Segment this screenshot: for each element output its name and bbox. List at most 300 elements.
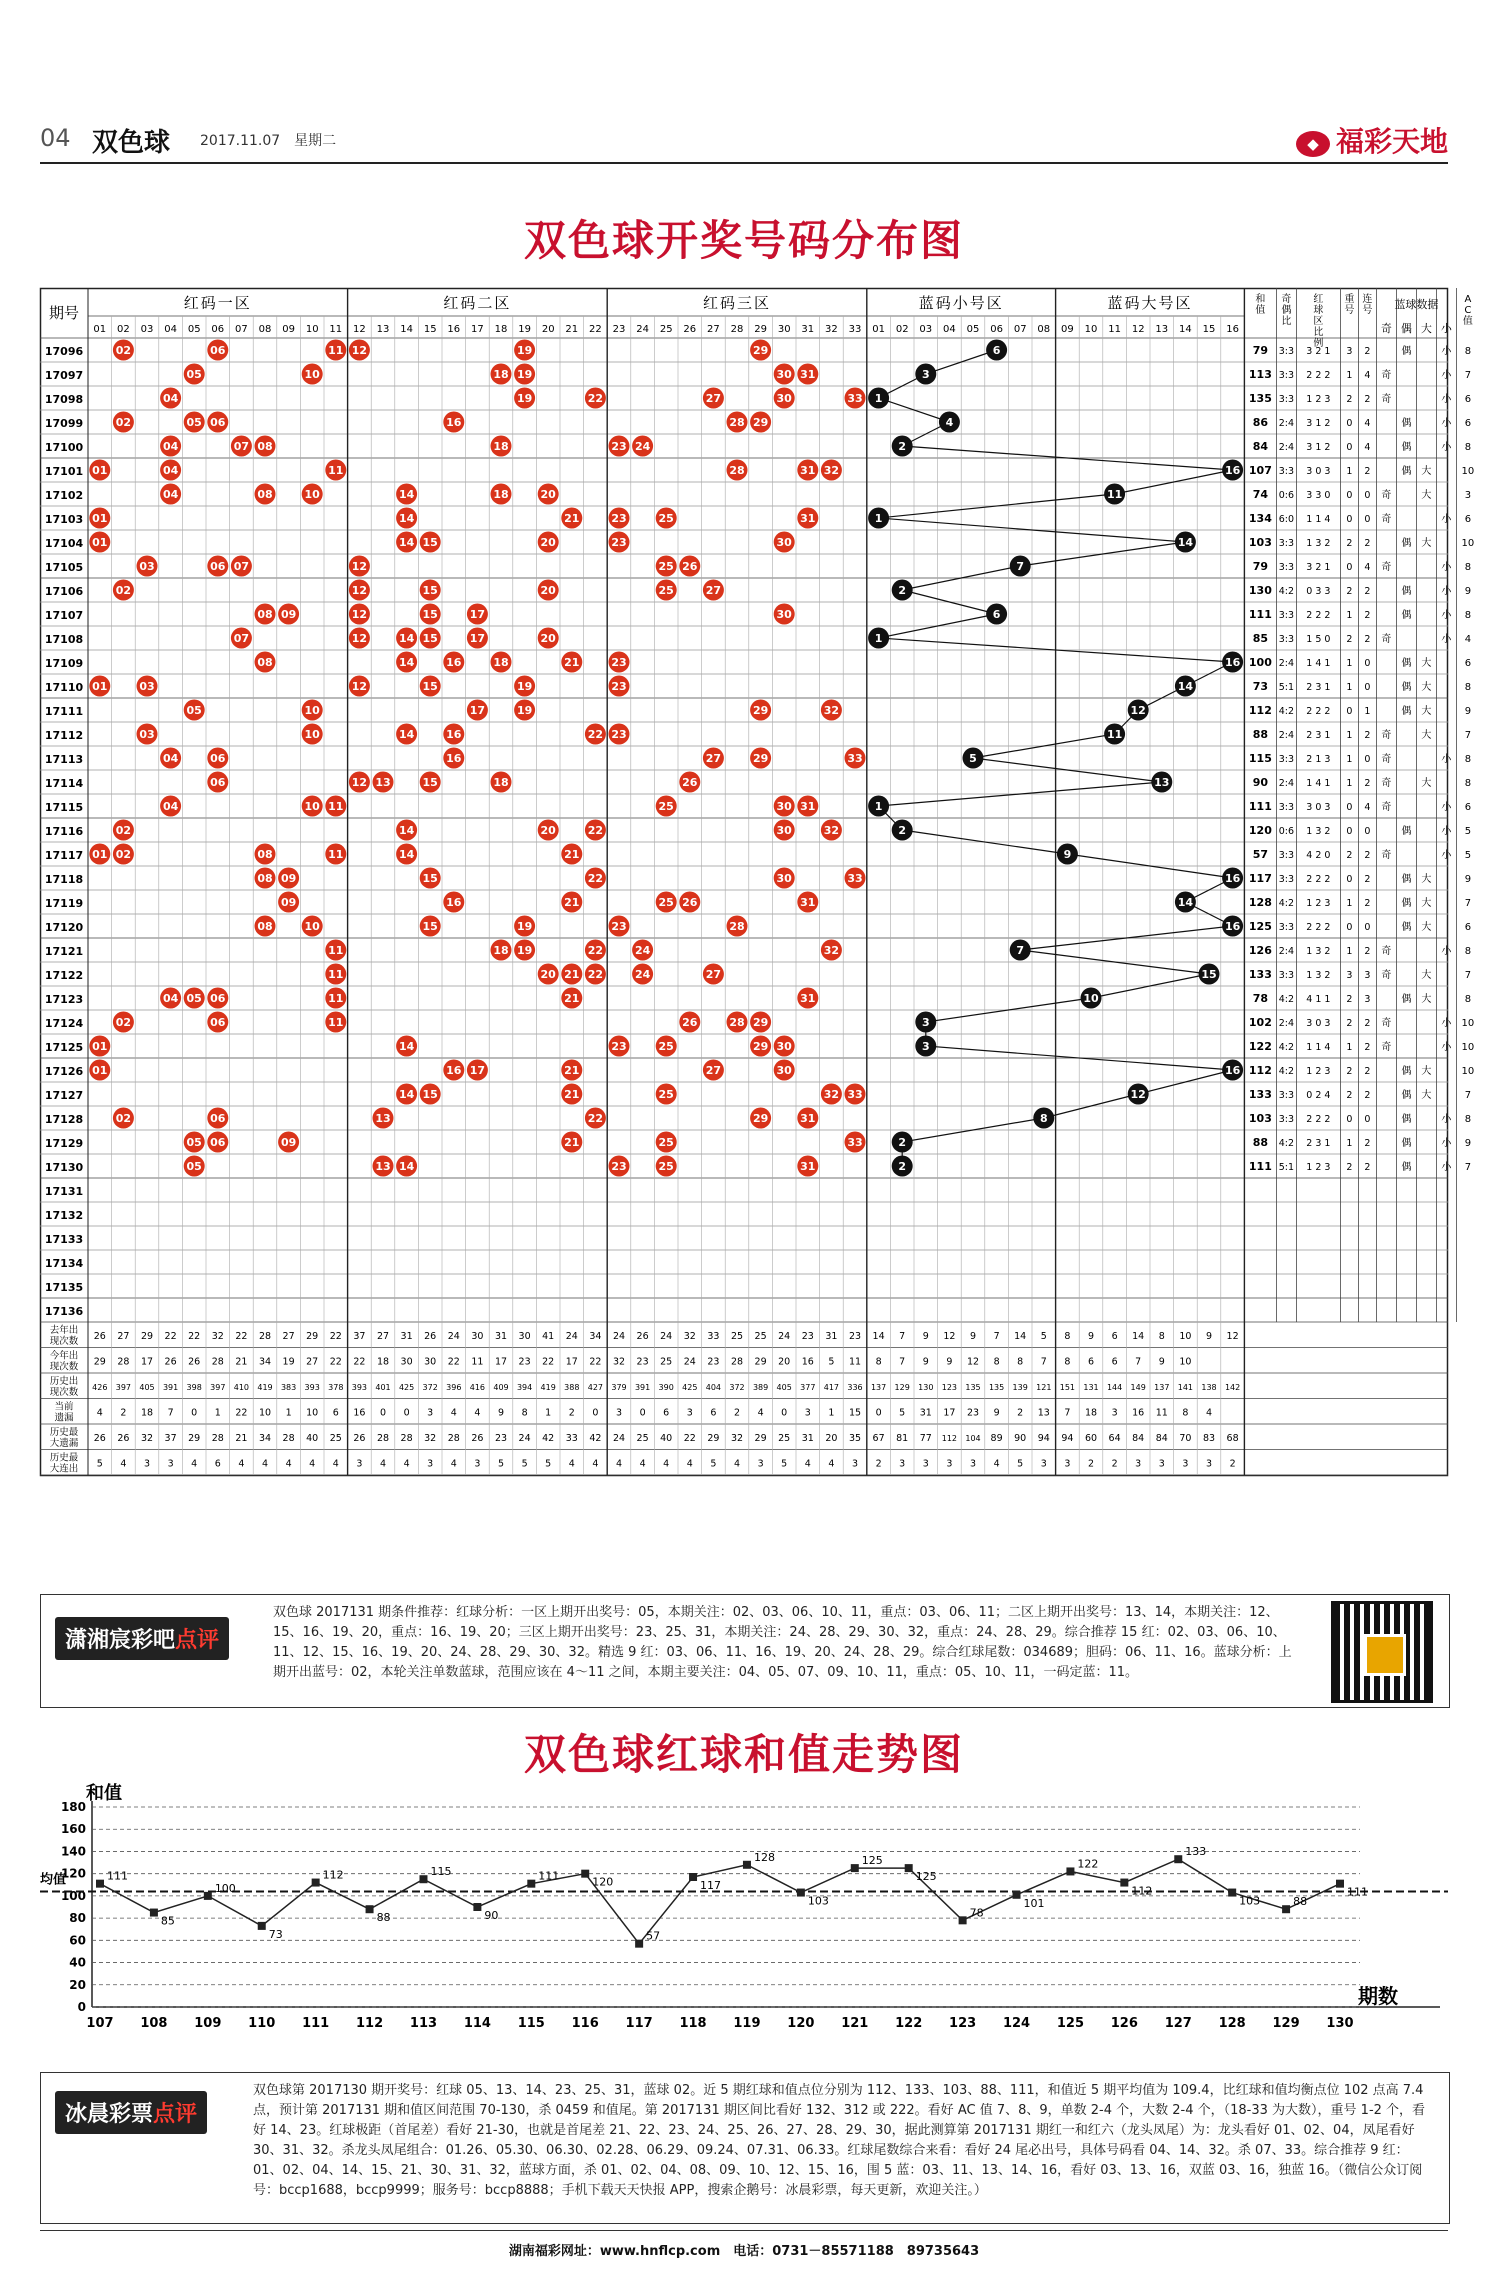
red-ball	[750, 700, 771, 721]
stat-value: 24	[612, 1331, 626, 1342]
ac-value: 4	[1464, 634, 1472, 645]
red-ball-number: 01	[92, 848, 108, 861]
stat-value: 84	[1132, 1433, 1145, 1444]
red-ball-number: 17	[469, 1064, 486, 1077]
red-ball	[231, 436, 252, 457]
red-ball	[821, 700, 842, 721]
stat-value: 137	[1154, 1383, 1170, 1392]
stat-value: 40	[306, 1433, 319, 1444]
red-ball	[561, 1084, 582, 1105]
stat-value: 388	[564, 1383, 580, 1392]
blue-ball	[1175, 532, 1196, 553]
red-ball-number: 32	[823, 944, 840, 957]
red-ball	[467, 1060, 488, 1081]
trend-point	[581, 1870, 589, 1878]
red-ball	[609, 676, 630, 697]
right-header: 奇	[1380, 322, 1392, 335]
stat-value: 19	[282, 1356, 295, 1368]
stat-value: 23	[801, 1331, 814, 1342]
red-ball-number: 12	[351, 632, 368, 645]
column-number: 11	[1108, 324, 1121, 335]
stat-value: 9	[969, 1331, 977, 1342]
y-tick-label: 40	[69, 1955, 86, 1970]
red-ball-number: 17	[469, 632, 486, 645]
stat-value: 372	[729, 1383, 745, 1392]
red-ball	[325, 940, 346, 961]
trend-value-label: 111	[1347, 1885, 1368, 1899]
stat-value: 425	[398, 1383, 415, 1392]
blue-odd-even: 偶	[1401, 346, 1412, 357]
stat-value: 25	[778, 1433, 791, 1444]
stat-value: 35	[848, 1433, 862, 1444]
red-ball	[703, 388, 724, 409]
ac-value: 8	[1464, 682, 1472, 693]
stat-cell: 1 5 0	[1306, 634, 1331, 645]
badge-tag: 点评	[175, 1627, 220, 1653]
red-ball	[727, 460, 748, 481]
stat-value: 139	[1012, 1383, 1028, 1392]
x-tick-label: 109	[194, 2016, 222, 2031]
trend-value-label: 133	[1185, 1845, 1207, 1859]
stat-value: 2	[120, 1407, 127, 1419]
stat-value: 7	[1135, 1356, 1142, 1368]
red-ball-number: 15	[422, 584, 438, 597]
stat-value: 28	[730, 1356, 744, 1368]
stat-cell: 103	[1248, 1112, 1272, 1125]
trend-point	[150, 1909, 158, 1917]
stat-cell: 3:3	[1278, 802, 1295, 813]
right-header: 区	[1313, 316, 1324, 327]
stat-cell: 2	[1364, 778, 1371, 789]
stat-value: 5	[828, 1356, 835, 1368]
stat-value: 29	[188, 1433, 201, 1444]
stat-value: 33	[707, 1331, 720, 1342]
stat-value: 81	[896, 1433, 909, 1444]
red-ball-number: 14	[398, 512, 415, 525]
badge-name: 冰晨彩票	[65, 2101, 154, 2127]
stat-value: 336	[847, 1383, 863, 1392]
issue-label: 17096	[44, 345, 84, 358]
stat-cell: 2	[1364, 1042, 1371, 1053]
stat-cell: 2	[1364, 1162, 1371, 1173]
blue-ball-number: 10	[1083, 992, 1099, 1005]
zone-label: 红码二区	[443, 294, 512, 312]
stat-cell: 2 3 1	[1306, 682, 1331, 693]
stat-cell: 1	[1346, 754, 1353, 765]
red-ball-number: 32	[823, 464, 840, 477]
stat-cell: 2	[1364, 1066, 1371, 1077]
red-ball-number: 29	[752, 704, 769, 717]
stat-cell: 2	[1346, 994, 1353, 1005]
ac-value: 9	[1464, 874, 1472, 885]
stat-cell: 3:3	[1278, 562, 1295, 573]
stat-cell: 103	[1248, 536, 1272, 549]
stat-row-label: 遗漏	[54, 1412, 74, 1424]
red-ball-number: 29	[752, 1112, 769, 1125]
stat-value: 27	[282, 1331, 295, 1342]
red-ball-number: 27	[705, 584, 722, 597]
red-ball-number: 31	[800, 992, 816, 1005]
red-ball-number: 10	[304, 920, 320, 933]
stat-value: 22	[353, 1356, 366, 1368]
red-ball	[420, 604, 441, 625]
blue-odd-even: 偶	[1401, 994, 1412, 1005]
stat-value: 3	[1040, 1458, 1047, 1470]
right-header: 偶	[1281, 305, 1292, 316]
issue-label: 17124	[44, 1017, 84, 1030]
stat-cell: 2:4	[1278, 418, 1295, 429]
red-ball	[420, 676, 441, 697]
right-header: 大	[1420, 322, 1432, 335]
stat-value: 1	[285, 1407, 292, 1419]
red-ball-number: 18	[493, 368, 509, 381]
blue-odd-even: 奇	[1381, 634, 1392, 645]
blue-odd-even: 偶	[1401, 1090, 1412, 1101]
stat-value: 391	[162, 1383, 179, 1392]
column-number: 07	[235, 324, 248, 335]
stat-cell: 120	[1248, 824, 1272, 837]
stat-value: 4	[592, 1458, 599, 1470]
blue-big-small: 小	[1441, 370, 1452, 381]
stat-value: 405	[139, 1383, 155, 1392]
blue-ball-number: 14	[1177, 680, 1194, 693]
stat-cell: 3:3	[1278, 850, 1295, 861]
x-tick-label: 120	[787, 2016, 815, 2031]
blue-ball-number: 1	[874, 800, 883, 813]
column-number: 06	[211, 324, 225, 335]
red-ball	[184, 988, 205, 1009]
stat-cell: 0	[1346, 1114, 1353, 1125]
blue-odd-even: 偶	[1401, 826, 1412, 837]
red-ball-number: 05	[186, 1136, 202, 1149]
trend-value-label: 117	[700, 1879, 722, 1892]
red-ball-number: 07	[233, 440, 250, 453]
red-ball-number: 10	[304, 728, 320, 741]
column-number: 19	[518, 324, 531, 335]
stat-value: 3	[1064, 1458, 1071, 1470]
stat-value: 42	[589, 1433, 602, 1444]
blue-big-small: 小	[1441, 394, 1452, 405]
red-ball-number: 30	[776, 608, 792, 621]
stat-value: 11	[471, 1356, 484, 1368]
red-ball-number: 18	[493, 656, 509, 669]
stat-value: 401	[375, 1383, 391, 1392]
red-ball-number: 25	[658, 896, 674, 909]
stat-value: 3	[1205, 1458, 1213, 1470]
stat-value: 3	[1182, 1458, 1189, 1470]
red-ball	[514, 364, 535, 385]
stat-value: 389	[752, 1383, 769, 1392]
red-ball	[679, 1012, 700, 1033]
stat-value: 1	[214, 1407, 221, 1419]
red-ball	[325, 796, 346, 817]
blue-odd-even: 偶	[1401, 610, 1412, 621]
red-ball-number: 14	[398, 488, 415, 501]
red-ball-number: 31	[800, 464, 816, 477]
stat-value: 26	[93, 1433, 106, 1444]
stat-cell: 2 2 2	[1306, 874, 1331, 885]
stat-cell: 2 3 1	[1306, 730, 1331, 741]
stat-value: 9	[1158, 1356, 1165, 1368]
review-panel-1	[40, 1594, 1450, 1708]
red-ball-number: 23	[611, 656, 627, 669]
red-ball	[467, 628, 488, 649]
stat-cell: 113	[1248, 368, 1272, 381]
red-ball	[703, 748, 724, 769]
blue-big-small: 大	[1421, 658, 1432, 669]
trend-point	[366, 1905, 374, 1913]
red-ball-number: 22	[587, 944, 604, 957]
red-ball-number: 02	[115, 824, 132, 837]
stat-cell: 126	[1248, 944, 1272, 957]
y-tick-label: 160	[60, 1822, 86, 1837]
issue-label: 17130	[44, 1161, 84, 1174]
red-ball	[750, 1012, 771, 1033]
red-ball-number: 12	[351, 584, 368, 597]
stat-value: 18	[140, 1407, 154, 1419]
red-ball-number: 32	[823, 824, 840, 837]
red-ball	[845, 1084, 866, 1105]
red-ball-number: 08	[257, 872, 273, 885]
stat-value: 17	[494, 1356, 508, 1368]
stat-value: 397	[115, 1383, 132, 1392]
red-ball-number: 16	[446, 1064, 462, 1077]
stat-value: 94	[1037, 1433, 1050, 1444]
red-ball	[278, 868, 299, 889]
blue-ball-number: 14	[1177, 536, 1194, 549]
red-ball-number: 03	[139, 728, 155, 741]
trend-point	[797, 1889, 805, 1897]
red-ball	[561, 508, 582, 529]
stat-cell: 3 3 0	[1306, 490, 1331, 501]
stat-value: 23	[848, 1331, 862, 1342]
stat-cell: 3:3	[1278, 970, 1295, 981]
red-ball	[443, 892, 464, 913]
stat-value: 30	[518, 1331, 531, 1342]
red-ball	[491, 436, 512, 457]
x-tick-label: 113	[409, 2016, 438, 2031]
ac-value: 7	[1464, 730, 1472, 741]
red-ball	[656, 892, 677, 913]
ac-value: 8	[1464, 346, 1472, 357]
stat-cell: 0 2 4	[1306, 1090, 1331, 1101]
stat-value: 32	[612, 1356, 626, 1368]
red-ball	[609, 916, 630, 937]
stat-value: 149	[1130, 1383, 1146, 1392]
stat-cell: 1 3 2	[1306, 946, 1331, 957]
blue-ball	[915, 364, 936, 385]
red-ball	[420, 628, 441, 649]
issue-label: 17120	[44, 921, 84, 934]
stat-cell: 2:4	[1278, 658, 1295, 669]
blue-odd-even: 奇	[1381, 850, 1392, 861]
red-ball	[207, 1132, 228, 1153]
stat-value: 0	[875, 1407, 882, 1419]
blue-big-small: 小	[1441, 634, 1452, 645]
blue-odd-even: 奇	[1381, 730, 1392, 741]
blue-big-small: 小	[1441, 514, 1452, 525]
stat-value: 28	[282, 1433, 295, 1444]
red-ball	[703, 580, 724, 601]
red-ball-number: 31	[800, 896, 816, 909]
red-ball	[609, 1156, 630, 1177]
red-ball-number: 15	[422, 1088, 438, 1101]
blue-big-small: 小	[1441, 1042, 1452, 1053]
stat-value: 9	[1205, 1331, 1213, 1342]
stat-cell: 2	[1364, 466, 1371, 477]
stat-value: 3	[356, 1458, 363, 1470]
ac-value: 6	[1464, 418, 1472, 429]
red-ball	[302, 916, 323, 937]
zone-label: 蓝码小号区	[918, 294, 1004, 312]
trend-point	[905, 1864, 913, 1872]
red-ball-number: 23	[611, 1040, 627, 1053]
stat-value: 0	[639, 1407, 646, 1419]
red-ball	[396, 628, 417, 649]
trend-value-label: 101	[1023, 1896, 1045, 1910]
stat-value: 3	[474, 1458, 481, 1470]
stat-cell: 2	[1364, 394, 1371, 405]
red-ball-number: 06	[210, 416, 226, 429]
trend-point	[1066, 1867, 1074, 1875]
y-tick-label: 20	[69, 1977, 86, 1992]
y-tick-label: 80	[69, 1911, 86, 1926]
review-text-2: 双色球第 2017130 期开奖号：红球 05、13、14、23、25、31，蓝球 02。近 5 期红球和值点位分别为 112、133、103、88、111，和值近 5 期平均值为 109.4，比红球和值均衡点位 102 点高 7.4 点，预计第 2017131 期和值区间范围 70-130，杀 0459 和值尾。第 2017131 期区间比看好 132、312 或 222。看好 AC 值 7、8、9，单数 2-4 个，大数 2-4 个，（18-33 为大数），重号 1-2 个，看好 14、23。红球极距（首尾差）看好 21-30，也就是首尾差 21、22、23、24、25、26、27、28、29、30，据此测算第 2017131 期红一和红六（龙头凤尾）为：龙头看好 01、02、04，凤尾看好 30、31、32。杀龙头凤尾组合：01.26、05.30、06.30、02.28、06.29、09.24、07.31、06.33。红球尾数综合来看：看好 24 尾必出号，具体号码看 04、14、32。杀 07、33。综合推荐 9 红：01、02、04、14、15、21、30、31、32，蓝球方面，杀 01、02、04、08、09、10、12、15、16，围 5 蓝：03、11、13、14、16，看好 03、13、16，双蓝 03、16，独蓝 16。（微信公众订阅号：bccp1688，bccp9999；服务号：bccp8888；手机下载天天快报 APP，搜索企鹅号：冰晨彩票，每天更新，欢迎关注。）	[253, 2083, 1426, 2198]
stat-value: 22	[447, 1356, 460, 1368]
stat-value: 6	[1087, 1356, 1095, 1368]
stat-value: 67	[872, 1433, 885, 1444]
stat-value: 4	[285, 1458, 292, 1470]
blue-odd-even: 偶	[1401, 874, 1412, 885]
blue-ball-number: 1	[874, 512, 883, 525]
blue-ball-number: 11	[1106, 728, 1123, 741]
red-ball	[89, 1036, 110, 1057]
trend-point	[419, 1875, 427, 1883]
stat-value: 30	[471, 1331, 484, 1342]
red-ball	[443, 652, 464, 673]
red-ball-number: 08	[257, 848, 273, 861]
blue-odd-even: 奇	[1381, 802, 1392, 813]
stat-cell: 1	[1346, 898, 1353, 909]
blue-ball-number: 16	[1224, 872, 1241, 885]
stat-value: 29	[140, 1331, 154, 1342]
stat-cell: 1	[1346, 1138, 1353, 1149]
stat-value: 417	[823, 1383, 840, 1392]
stat-cell: 4	[1364, 562, 1371, 573]
red-ball-number: 10	[304, 704, 320, 717]
red-ball-number: 18	[493, 776, 509, 789]
date-text: 2017.11.07	[200, 133, 281, 149]
red-ball	[821, 820, 842, 841]
issue-label: 17115	[44, 801, 84, 814]
red-ball-number: 25	[658, 584, 674, 597]
blue-odd-even: 偶	[1401, 418, 1412, 429]
red-ball	[656, 580, 677, 601]
ac-value: 10	[1461, 538, 1475, 549]
stat-value: 28	[117, 1356, 130, 1368]
trend-point	[1174, 1855, 1182, 1863]
x-tick-label: 128	[1218, 2016, 1246, 2031]
stat-cell: 2 2 2	[1306, 610, 1331, 621]
stat-value: 5	[1040, 1331, 1047, 1342]
stat-value: 5	[497, 1458, 505, 1470]
ac-value: 10	[1461, 466, 1475, 477]
badge-tag: 点评	[153, 2101, 198, 2127]
stat-cell: 3 0 3	[1306, 802, 1331, 813]
blue-odd-even: 偶	[1401, 898, 1412, 909]
stat-cell: 112	[1248, 1064, 1272, 1077]
blue-ball	[1104, 724, 1125, 745]
stat-value: 5	[521, 1458, 528, 1470]
column-number: 18	[494, 324, 508, 335]
stat-cell: 135	[1248, 392, 1272, 405]
trend-value-label: 125	[915, 1870, 937, 1884]
red-ball	[207, 556, 228, 577]
red-ball	[632, 940, 653, 961]
column-number: 31	[801, 324, 815, 335]
stat-value: 6	[1111, 1331, 1118, 1342]
red-ball	[797, 1108, 818, 1129]
ac-value: 8	[1464, 778, 1472, 789]
red-ball-number: 24	[634, 944, 651, 957]
stat-value: 3	[615, 1407, 623, 1419]
red-ball-number: 33	[847, 1136, 863, 1149]
stat-value: 8	[521, 1407, 528, 1419]
stat-cell: 2	[1364, 1138, 1371, 1149]
red-ball	[207, 988, 228, 1009]
stat-cell: 4:2	[1278, 1042, 1295, 1053]
red-ball-number: 01	[92, 1040, 108, 1053]
y-tick-label: 180	[60, 1800, 86, 1814]
stat-cell: 78	[1252, 992, 1269, 1005]
red-ball	[137, 676, 158, 697]
stat-value: 32	[424, 1433, 437, 1444]
y-tick-label: 60	[69, 1933, 86, 1948]
red-ball	[656, 796, 677, 817]
red-ball	[420, 532, 441, 553]
stat-value: 15	[848, 1407, 862, 1419]
stat-value: 31	[919, 1407, 932, 1419]
red-ball-number: 11	[328, 944, 344, 957]
stat-cell: 133	[1248, 1088, 1272, 1101]
issue-label: 17098	[44, 393, 84, 406]
stat-value: 25	[660, 1356, 673, 1368]
column-number: 07	[1013, 324, 1027, 335]
stat-value: 3	[1135, 1458, 1142, 1470]
stat-value: 3	[167, 1458, 174, 1470]
stat-value: 135	[965, 1383, 981, 1392]
x-tick-label: 108	[140, 2016, 168, 2031]
red-ball	[207, 748, 228, 769]
blue-odd-even: 奇	[1381, 754, 1392, 765]
stat-row-label: 大遗漏	[49, 1438, 79, 1449]
blue-big-small: 大	[1421, 874, 1432, 885]
issue-label: 17134	[44, 1257, 84, 1270]
red-ball-number: 05	[186, 1160, 202, 1173]
zone-label: 红码三区	[702, 294, 772, 312]
issue-label: 17101	[44, 465, 84, 478]
red-ball	[491, 484, 512, 505]
stat-value: 393	[351, 1383, 368, 1392]
red-ball	[255, 868, 276, 889]
red-ball-number: 03	[139, 680, 155, 693]
stat-value: 391	[634, 1383, 651, 1392]
red-ball	[373, 1108, 394, 1129]
stat-cell: 2	[1346, 850, 1353, 861]
red-ball-number: 23	[611, 440, 627, 453]
stat-value: 3	[757, 1458, 764, 1470]
right-header: 连	[1362, 294, 1373, 305]
